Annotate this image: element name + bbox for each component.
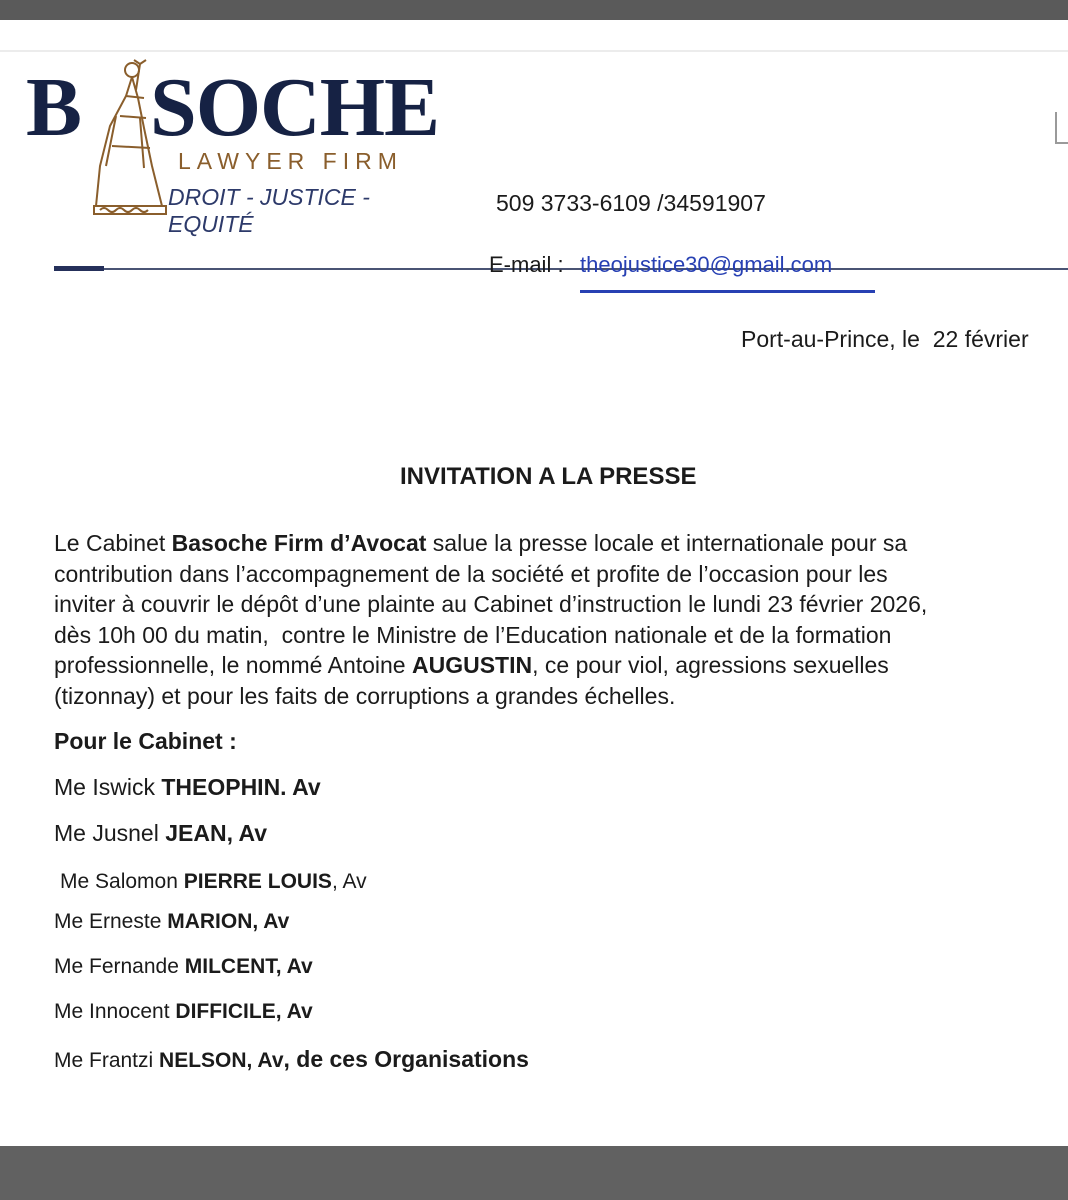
signatory-prefix: Me Jusnel [54, 820, 166, 846]
bottom-dark-band [0, 1146, 1068, 1200]
top-dark-band [0, 0, 1068, 20]
signatures-heading: Pour le Cabinet : [54, 728, 237, 754]
signatory [54, 774, 321, 801]
page-top-edge [0, 50, 1068, 52]
signatory-prefix: Me Frantzi [54, 1049, 160, 1072]
email-link[interactable]: theojustice30@gmail.com [580, 252, 833, 277]
body-text: , ce pour viol, agressions sexuelles [532, 652, 889, 678]
accused-name: AUGUSTIN [412, 652, 533, 678]
signatory-prefix: Me Fernande [54, 955, 185, 978]
logo-initial: B [26, 61, 83, 154]
body-line: inviter à couvrir le dépôt d’une plainte au Cabinet d’instruction le lundi 23 février 2026, [54, 591, 928, 617]
signatory-name: JEAN, Av [165, 820, 268, 846]
email-label: E-mail : [489, 252, 564, 277]
signatory-name: PIERRE LOUIS [183, 870, 332, 893]
body-line [54, 650, 1054, 681]
signatory-name: DIFFICILE, Av [175, 1000, 313, 1023]
body-line: (tizonnay) et pour les faits de corruptions a grandes échelles. [54, 682, 676, 709]
signatory-name: THEOPHIN. Av [161, 774, 321, 800]
logo-subtitle: LAWYER FIRM [178, 148, 403, 174]
signatory-prefix: Me Iswick [54, 774, 162, 800]
body-text: professionnelle, le nommé Antoine [54, 652, 412, 678]
body-text: salue la presse locale et internationale pour sa [426, 530, 908, 556]
signatory-prefix: Me Innocent [54, 1000, 176, 1023]
body-text: Le Cabinet [54, 530, 172, 556]
body-line: dès 10h 00 du matin, contre le Ministre de l’Education nationale et de la formation [54, 621, 892, 648]
signatory [54, 820, 267, 847]
logo-name: SOCHE [150, 61, 440, 154]
body-line [54, 528, 1054, 559]
signatory [54, 1046, 529, 1073]
signatory-organisations: , de ces Organisations [283, 1046, 529, 1072]
signatory-suffix: , Av [331, 870, 367, 893]
signatory-name: NELSON, Av [159, 1049, 284, 1072]
date-line: Port-au-Prince, le 22 février [741, 326, 1029, 352]
signatory [54, 1000, 313, 1024]
document-title: INVITATION A LA PRESSE [400, 463, 697, 490]
signatory-name: MARION, Av [167, 910, 290, 933]
email-underline [580, 290, 875, 293]
signatory-prefix: Me Erneste [54, 910, 168, 933]
signatory [54, 955, 313, 979]
header-rule-accent [54, 266, 104, 271]
basoche-logo [26, 56, 446, 237]
body-paragraph [54, 528, 1054, 711]
signatory [60, 870, 367, 894]
signatory-name: MILCENT, Av [184, 955, 313, 978]
body-line: contribution dans l’accompagnement de la société et profite de l’occasion pour les [54, 560, 888, 587]
phone-number: 509 3733-6109 /34591907 [496, 190, 766, 216]
signatory [54, 910, 289, 934]
page-corner-mark [1055, 112, 1068, 144]
signatory-prefix: Me Salomon [60, 870, 184, 893]
firm-name: Basoche Firm d’Avocat [171, 530, 427, 556]
logo-tagline: DROIT - JUSTICE - EQUITÉ [168, 184, 370, 237]
